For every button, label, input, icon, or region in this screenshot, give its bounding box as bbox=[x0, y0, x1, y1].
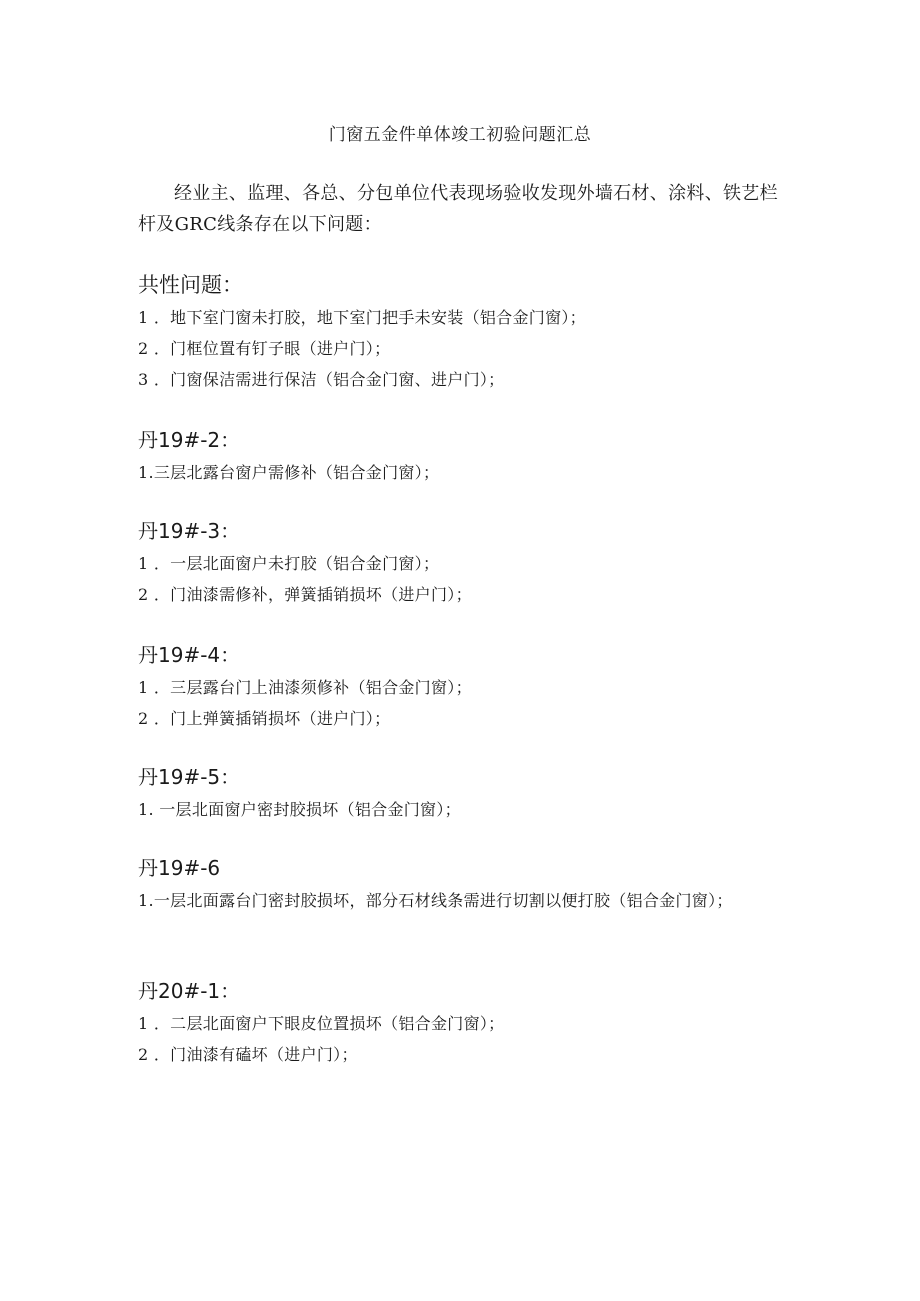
document-title: 门窗五金件单体竣工初验问题汇总 bbox=[328, 125, 592, 145]
intro-paragraph: 经业主、监理、各总、分包单位代表现场验收发现外墙石材、涂料、铁艺栏杆及GRC线条存在以下问题： bbox=[138, 183, 778, 235]
list-item: 1.一层北面露台门密封胶损坏，部分石材线条需进行切割以便打胶（铝合金门窗）； bbox=[138, 891, 733, 910]
list-item: 1 ．二层北面窗户下眼皮位置损坏（铝合金门窗）； bbox=[138, 1014, 505, 1033]
section-dan19-6 bbox=[138, 853, 798, 916]
list-item: 1 ．一层北面窗户未打胶（铝合金门窗）； bbox=[138, 554, 440, 573]
section-dan19-3 bbox=[138, 516, 798, 610]
section-dan19-4 bbox=[138, 640, 798, 734]
list-item: 2 ．门油漆需修补，弹簧插销损坏（进户门）； bbox=[138, 585, 472, 604]
section-heading: 丹19#-4： bbox=[138, 643, 241, 667]
section-heading: 丹19#-5： bbox=[138, 765, 241, 789]
section-heading: 丹19#-6 bbox=[138, 856, 221, 880]
section-dan19-2 bbox=[138, 425, 798, 488]
section-dan20-1 bbox=[138, 976, 798, 1070]
section-dan19-5 bbox=[138, 762, 798, 825]
list-item: 3 ．门窗保洁需进行保洁（铝合金门窗、进户门）； bbox=[138, 370, 505, 389]
section-common-issues bbox=[138, 270, 798, 395]
section-heading: 丹19#-2： bbox=[138, 428, 241, 452]
section-heading: 丹19#-3： bbox=[138, 519, 241, 543]
list-item: 2 ．门上弹簧插销损坏（进户门）； bbox=[138, 709, 391, 728]
list-item: 2 ．门框位置有钉子眼（进户门）； bbox=[138, 339, 391, 358]
list-item: 2 ．门油漆有磕坏（进户门）； bbox=[138, 1045, 358, 1064]
section-heading: 共性问题： bbox=[138, 273, 243, 297]
list-item: 1.三层北露台窗户需修补（铝合金门窗）； bbox=[138, 463, 440, 482]
list-item: 1 ．三层露台门上油漆须修补（铝合金门窗）； bbox=[138, 678, 472, 697]
list-item: 1. 一层北面窗户密封胶损坏（铝合金门窗）； bbox=[138, 800, 461, 819]
section-heading: 丹20#-1： bbox=[138, 979, 241, 1003]
list-item: 1 ．地下室门窗未打胶，地下室门把手未安装（铝合金门窗）； bbox=[138, 308, 586, 327]
